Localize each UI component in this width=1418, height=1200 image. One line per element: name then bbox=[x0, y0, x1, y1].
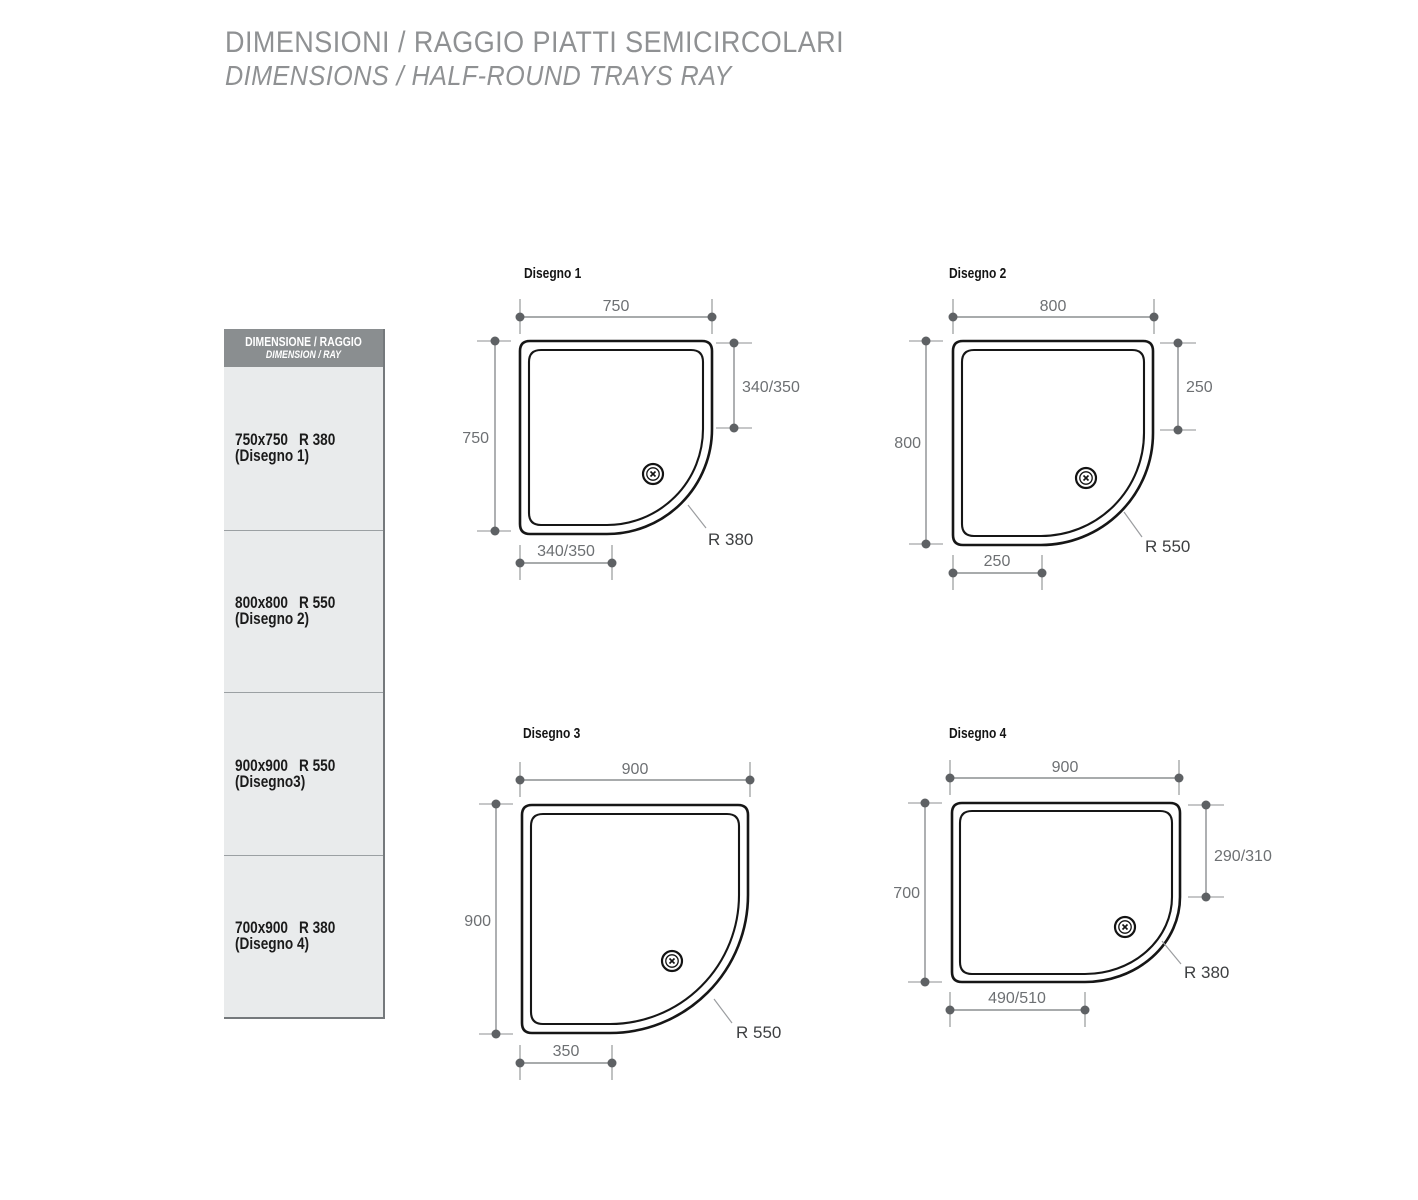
dim-dot bbox=[492, 800, 501, 809]
dim-dot bbox=[491, 337, 500, 346]
dim-label-right: 250 bbox=[1186, 379, 1213, 396]
dim-left bbox=[462, 337, 511, 536]
row-ray: R 550 bbox=[299, 755, 336, 775]
dim-label-right: 340/350 bbox=[742, 379, 800, 396]
dim-label-left: 750 bbox=[462, 430, 489, 447]
row-drawing-ref: (Disegno 2) bbox=[235, 609, 310, 629]
table-row bbox=[224, 367, 383, 530]
dim-top bbox=[516, 761, 755, 797]
radius-label: R 550 bbox=[1145, 537, 1191, 556]
dim-dot bbox=[608, 559, 617, 568]
table-header-line1: DIMENSIONE / RAGGIO bbox=[245, 334, 362, 349]
table-row bbox=[224, 530, 383, 693]
dim-dot bbox=[492, 1030, 501, 1039]
dim-label-right: 290/310 bbox=[1214, 848, 1272, 865]
dim-dot bbox=[949, 569, 958, 578]
radius-label: R 550 bbox=[736, 1023, 782, 1042]
dim-label-bottom: 340/350 bbox=[537, 543, 595, 560]
radius-leader-line bbox=[688, 505, 706, 528]
dim-label-bottom: 250 bbox=[983, 553, 1011, 570]
dim-label-bottom: 350 bbox=[552, 1043, 580, 1060]
dim-dot bbox=[730, 339, 739, 348]
dim-dot bbox=[1175, 774, 1184, 783]
dim-dot bbox=[1202, 893, 1211, 902]
drawing-disegno-1 bbox=[455, 255, 830, 605]
dim-bottom bbox=[516, 1043, 617, 1080]
radius-label: R 380 bbox=[1184, 963, 1230, 982]
dim-left bbox=[894, 337, 943, 549]
dim-dot bbox=[946, 774, 955, 783]
dim-dot bbox=[516, 559, 525, 568]
dim-bottom bbox=[946, 990, 1090, 1027]
drawing-title: Disegno 3 bbox=[523, 724, 581, 742]
drawing-disegno-4 bbox=[890, 715, 1290, 1065]
dim-dot bbox=[922, 540, 931, 549]
dim-dot bbox=[730, 424, 739, 433]
drawing-title: Disegno 4 bbox=[949, 724, 1007, 742]
dim-dot bbox=[516, 1059, 525, 1068]
dim-right bbox=[716, 339, 800, 433]
page-subtitle: DIMENSIONS / HALF-ROUND TRAYS RAY bbox=[225, 60, 732, 91]
drawing-canvas bbox=[890, 255, 1290, 600]
dim-dot bbox=[1081, 1006, 1090, 1015]
dim-dot bbox=[1174, 339, 1183, 348]
tray-outline bbox=[520, 341, 712, 534]
dim-label-top: 900 bbox=[1051, 759, 1079, 776]
dim-top bbox=[946, 759, 1184, 795]
drawing-canvas bbox=[455, 715, 830, 1095]
dim-right bbox=[1160, 339, 1213, 435]
page-title: DIMENSIONI / RAGGIO PIATTI SEMICIRCOLARI bbox=[225, 26, 845, 59]
dim-label-left: 900 bbox=[464, 913, 491, 930]
row-dimension: 800x800 bbox=[235, 593, 288, 613]
dim-label-top: 900 bbox=[621, 761, 649, 778]
tray-outline bbox=[953, 341, 1153, 545]
table-row bbox=[224, 855, 383, 1018]
row-drawing-ref: (Disegno 4) bbox=[235, 934, 310, 954]
dim-dot bbox=[921, 799, 930, 808]
radius-label: R 380 bbox=[708, 530, 754, 549]
radius-leader-line bbox=[714, 999, 732, 1023]
dim-label-top: 750 bbox=[602, 298, 630, 315]
drawing-title: Disegno 2 bbox=[949, 264, 1007, 282]
dim-dot bbox=[922, 337, 931, 346]
drawing-disegno-2 bbox=[890, 255, 1290, 605]
dim-top bbox=[949, 298, 1159, 334]
row-drawing-ref: (Disegno3) bbox=[235, 771, 306, 791]
dim-label-left: 700 bbox=[893, 885, 920, 902]
dim-dot bbox=[491, 527, 500, 536]
dim-dot bbox=[1150, 313, 1159, 322]
radius-leader-line bbox=[1162, 941, 1181, 964]
row-ray: R 380 bbox=[299, 430, 336, 450]
dim-dot bbox=[921, 978, 930, 987]
row-drawing-ref: (Disegno 1) bbox=[235, 446, 310, 466]
drawing-disegno-3 bbox=[455, 715, 830, 1100]
dim-right bbox=[1188, 801, 1272, 902]
row-ray: R 550 bbox=[299, 593, 336, 613]
dim-dot bbox=[516, 313, 525, 322]
dim-left bbox=[893, 799, 942, 987]
dim-top bbox=[516, 298, 717, 334]
row-dimension: 700x900 bbox=[235, 918, 288, 938]
dim-label-left: 800 bbox=[894, 435, 921, 452]
dim-label-bottom: 490/510 bbox=[988, 990, 1046, 1007]
tray-outline bbox=[522, 805, 748, 1033]
tray-outline bbox=[952, 803, 1180, 982]
dim-dot bbox=[516, 776, 525, 785]
row-dimension: 750x750 bbox=[235, 430, 288, 450]
dim-dot bbox=[1038, 569, 1047, 578]
dim-bottom bbox=[949, 553, 1047, 590]
dim-dot bbox=[1174, 426, 1183, 435]
table-row bbox=[224, 692, 383, 855]
row-dimension: 900x900 bbox=[235, 755, 288, 775]
dim-left bbox=[464, 800, 513, 1039]
dimension-ray-table bbox=[224, 329, 385, 1019]
dim-dot bbox=[946, 1006, 955, 1015]
dim-dot bbox=[746, 776, 755, 785]
dim-dot bbox=[608, 1059, 617, 1068]
drawing-title: Disegno 1 bbox=[524, 264, 582, 282]
drawing-canvas bbox=[455, 255, 830, 600]
dim-dot bbox=[949, 313, 958, 322]
radius-leader-line bbox=[1124, 512, 1142, 537]
dim-dot bbox=[1202, 801, 1211, 810]
dim-label-top: 800 bbox=[1039, 298, 1067, 315]
dim-bottom bbox=[516, 543, 617, 580]
table-header-line2: DIMENSION / RAY bbox=[265, 349, 342, 361]
table-header bbox=[224, 329, 383, 367]
row-ray: R 380 bbox=[299, 918, 336, 938]
dim-dot bbox=[708, 313, 717, 322]
drawing-canvas bbox=[890, 715, 1290, 1060]
